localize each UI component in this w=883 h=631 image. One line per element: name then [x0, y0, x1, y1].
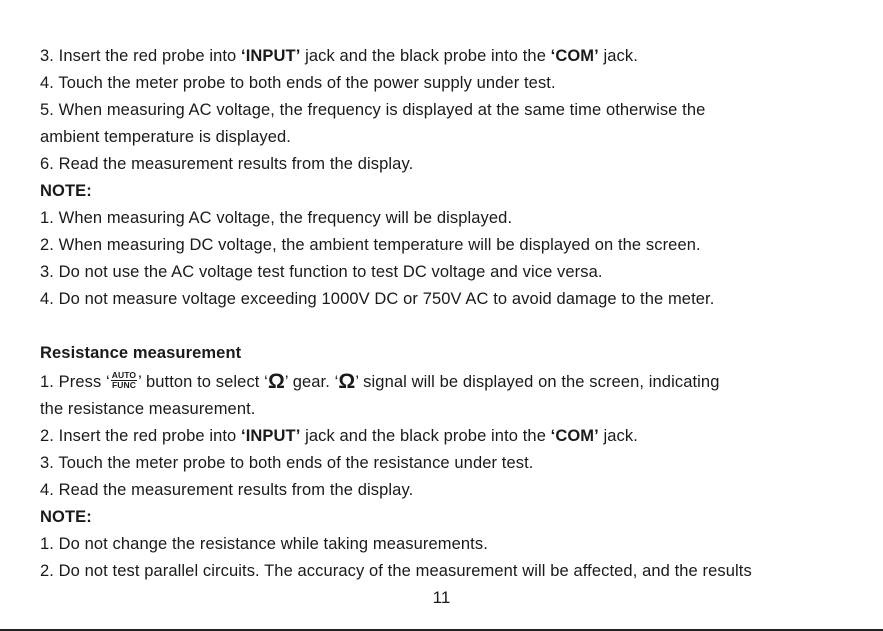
text-segment: 2. Insert the red probe into — [40, 427, 242, 445]
func-label: FUNC — [111, 380, 136, 391]
quote-mark: ’ — [284, 373, 289, 391]
input-jack-label: INPUT — [245, 47, 296, 65]
auto-func-button-icon — [111, 371, 137, 390]
note-heading: NOTE: — [40, 508, 92, 526]
text-segment: jack. — [598, 47, 638, 65]
auto-label: AUTO — [111, 370, 137, 381]
step-read-results: 6. Read the measurement results from the display. — [40, 155, 414, 173]
note-item: 1. When measuring AC voltage, the frequency will be displayed. — [40, 209, 513, 227]
text-segment: jack. — [598, 427, 638, 445]
input-jack-label: INPUT — [245, 427, 296, 445]
com-jack-label: COM — [555, 47, 595, 65]
text-segment: jack and the black probe into the — [300, 427, 551, 445]
quote-mark: ‘ — [550, 427, 556, 445]
quote-mark: ‘ — [106, 373, 110, 391]
note-heading: NOTE: — [40, 182, 92, 200]
ohm-symbol-icon: Ω — [267, 370, 285, 393]
note-item: 2. When measuring DC voltage, the ambient temperature will be displayed on the screen. — [40, 236, 701, 254]
step-ac-frequency: 5. When measuring AC voltage, the frequency is displayed at the same time otherwise the — [40, 101, 706, 119]
step-press-auto-func-cont: the resistance measurement. — [40, 400, 256, 418]
quote-mark: ’ — [295, 47, 301, 65]
step-insert-probe-resistance — [40, 423, 860, 450]
quote-mark: ‘ — [264, 373, 268, 391]
spacer — [40, 313, 860, 340]
step-read-results: 4. Read the measurement results from the display. — [40, 481, 414, 499]
quote-mark: ’ — [295, 427, 301, 445]
quote-mark: ‘ — [241, 47, 246, 65]
manual-page-body — [40, 43, 860, 585]
quote-mark: ‘ — [550, 47, 556, 65]
text-segment: gear. — [288, 373, 335, 391]
text-segment: 3. Insert the red probe into — [40, 47, 242, 65]
text-segment: button to select — [141, 373, 265, 391]
text-segment: signal will be displayed on the screen, indicating — [358, 373, 720, 391]
step-press-auto-func — [40, 367, 860, 396]
step-touch-probe-resistance: 3. Touch the meter probe to both ends of the resistance under test. — [40, 454, 534, 472]
note-item: 2. Do not test parallel circuits. The accuracy of the measurement will be affected, and the results — [40, 562, 752, 580]
step-insert-probe-voltage — [40, 43, 860, 70]
note-item: 4. Do not measure voltage exceeding 1000V DC or 750V AC to avoid damage to the meter. — [40, 290, 715, 308]
text-segment: jack and the black probe into the — [300, 47, 551, 65]
quote-mark: ‘ — [241, 427, 246, 445]
section-heading-resistance: Resistance measurement — [40, 344, 242, 362]
quote-mark: ’ — [594, 47, 599, 65]
quote-mark: ’ — [355, 373, 359, 391]
quote-mark: ’ — [138, 373, 142, 391]
page-number: 11 — [432, 588, 451, 607]
ohm-symbol-icon: Ω — [338, 370, 356, 393]
text-segment: 1. Press — [40, 373, 107, 391]
step-touch-probe-power: 4. Touch the meter probe to both ends of the power supply under test. — [40, 74, 556, 92]
note-item: 1. Do not change the resistance while taking measurements. — [40, 535, 488, 553]
note-item: 3. Do not use the AC voltage test function to test DC voltage and vice versa. — [40, 263, 603, 281]
step-ac-frequency-cont: ambient temperature is displayed. — [40, 128, 291, 146]
quote-mark: ’ — [594, 427, 599, 445]
quote-mark: ‘ — [334, 373, 339, 391]
com-jack-label: COM — [555, 427, 595, 445]
